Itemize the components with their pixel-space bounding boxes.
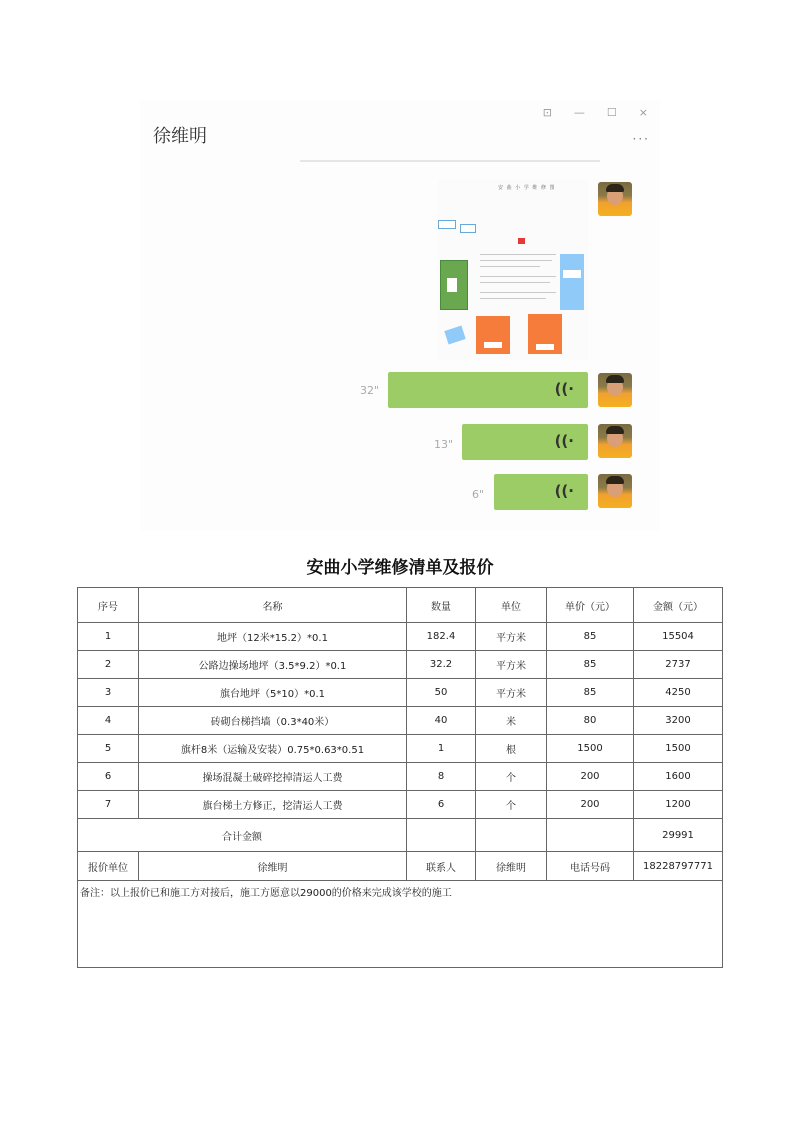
row-number: 1	[78, 623, 139, 651]
image-title: 安 曲 小 学 维 修 图	[498, 185, 556, 191]
item-unit: 根	[476, 735, 547, 763]
item-price: 80	[547, 707, 634, 735]
phone-label: 电话号码	[547, 852, 634, 881]
image-text-line	[480, 282, 550, 283]
item-unit: 平方米	[476, 651, 547, 679]
table-row	[78, 679, 723, 707]
item-quantity: 6	[407, 791, 476, 819]
image-blue-tilted	[444, 326, 465, 345]
item-price: 200	[547, 763, 634, 791]
chat-screenshot	[140, 100, 660, 530]
item-price: 85	[547, 651, 634, 679]
minimize-icon[interactable]: —	[573, 106, 585, 119]
image-white-box	[447, 278, 457, 292]
row-number: 2	[78, 651, 139, 679]
item-quantity: 182.4	[407, 623, 476, 651]
item-unit: 个	[476, 763, 547, 791]
avatar[interactable]	[598, 474, 632, 508]
header-cell: 序号	[78, 588, 139, 623]
row-number: 6	[78, 763, 139, 791]
item-unit: 个	[476, 791, 547, 819]
total-value: 29991	[634, 819, 723, 852]
image-text-line	[480, 298, 546, 299]
item-unit: 平方米	[476, 679, 547, 707]
voice-duration: 6"	[472, 488, 485, 501]
footer-row	[78, 852, 723, 881]
note-row	[78, 881, 723, 968]
window-controls	[543, 106, 648, 119]
voice-message[interactable]	[388, 372, 588, 408]
table-row	[78, 707, 723, 735]
voice-duration: 32"	[360, 384, 380, 397]
item-unit: 米	[476, 707, 547, 735]
phone-value: 18228797771	[634, 852, 723, 881]
image-blue-block	[560, 254, 584, 310]
header-cell: 单价（元）	[547, 588, 634, 623]
more-icon[interactable]: ···	[632, 132, 650, 146]
voice-message[interactable]	[494, 474, 588, 510]
item-quantity: 40	[407, 707, 476, 735]
image-label-box	[460, 224, 476, 233]
unit-label: 报价单位	[78, 852, 139, 881]
empty-cell	[476, 819, 547, 852]
image-text-line	[480, 276, 556, 277]
row-number: 4	[78, 707, 139, 735]
item-amount: 1200	[634, 791, 723, 819]
table-row	[78, 651, 723, 679]
avatar[interactable]	[598, 373, 632, 407]
item-amount: 3200	[634, 707, 723, 735]
document-title: 安曲小学维修清单及报价	[306, 558, 494, 578]
item-amount: 4250	[634, 679, 723, 707]
note-text: 备注：以上报价已和施工方对接后，施工方愿意以29000的价格来完成该学校的施工	[78, 881, 723, 968]
item-name: 公路边操场地坪（3.5*9.2）*0.1	[139, 651, 407, 679]
table-header-row	[78, 588, 723, 623]
item-price: 85	[547, 679, 634, 707]
empty-cell	[547, 819, 634, 852]
item-amount: 1500	[634, 735, 723, 763]
image-message[interactable]	[438, 180, 588, 360]
image-text-line	[480, 292, 556, 293]
image-text-line	[480, 266, 540, 267]
voice-wave-icon: ((·	[554, 482, 574, 500]
header-divider	[300, 160, 600, 162]
item-amount: 1600	[634, 763, 723, 791]
item-quantity: 1	[407, 735, 476, 763]
item-price: 1500	[547, 735, 634, 763]
row-number: 5	[78, 735, 139, 763]
item-quantity: 32.2	[407, 651, 476, 679]
image-red-mark	[518, 238, 525, 244]
quote-table	[77, 587, 723, 968]
unit-value: 徐维明	[139, 852, 407, 881]
item-price: 85	[547, 623, 634, 651]
item-price: 200	[547, 791, 634, 819]
total-row	[78, 819, 723, 852]
voice-duration: 13"	[434, 438, 454, 451]
header-cell: 名称	[139, 588, 407, 623]
image-white-box	[563, 270, 581, 278]
image-white-box	[484, 342, 502, 348]
empty-cell	[407, 819, 476, 852]
avatar[interactable]	[598, 182, 632, 216]
image-white-box	[536, 344, 554, 350]
voice-wave-icon: ((·	[554, 432, 574, 450]
table-row	[78, 763, 723, 791]
item-amount: 15504	[634, 623, 723, 651]
table-row	[78, 623, 723, 651]
item-name: 旗杆8米（运输及安装）0.75*0.63*0.51	[139, 735, 407, 763]
header-cell: 金额（元）	[634, 588, 723, 623]
table-row	[78, 791, 723, 819]
close-icon[interactable]: ×	[638, 106, 648, 119]
image-text-line	[480, 260, 552, 261]
avatar[interactable]	[598, 424, 632, 458]
contact-label: 联系人	[407, 852, 476, 881]
item-quantity: 8	[407, 763, 476, 791]
item-name: 砖砌台梯挡墙（0.3*40米）	[139, 707, 407, 735]
maximize-icon[interactable]: ☐	[606, 106, 617, 119]
image-label-box	[438, 220, 456, 229]
row-number: 7	[78, 791, 139, 819]
item-name: 旗台梯土方修正，挖清运人工费	[139, 791, 407, 819]
image-orange-block	[476, 316, 510, 354]
item-name: 操场混凝土破碎挖掉清运人工费	[139, 763, 407, 791]
total-label: 合计金额	[78, 819, 407, 852]
item-quantity: 50	[407, 679, 476, 707]
header-cell: 数量	[407, 588, 476, 623]
contact-value: 徐维明	[476, 852, 547, 881]
voice-wave-icon: ((·	[554, 380, 574, 398]
item-name: 地坪（12米*15.2）*0.1	[139, 623, 407, 651]
header-cell: 单位	[476, 588, 547, 623]
contact-name: 徐维明	[153, 126, 207, 147]
item-amount: 2737	[634, 651, 723, 679]
row-number: 3	[78, 679, 139, 707]
image-text-line	[480, 254, 556, 255]
voice-message[interactable]	[462, 424, 588, 460]
item-name: 旗台地坪（5*10）*0.1	[139, 679, 407, 707]
item-unit: 平方米	[476, 623, 547, 651]
table-row	[78, 735, 723, 763]
pin-icon[interactable]: ⊡	[542, 106, 552, 119]
